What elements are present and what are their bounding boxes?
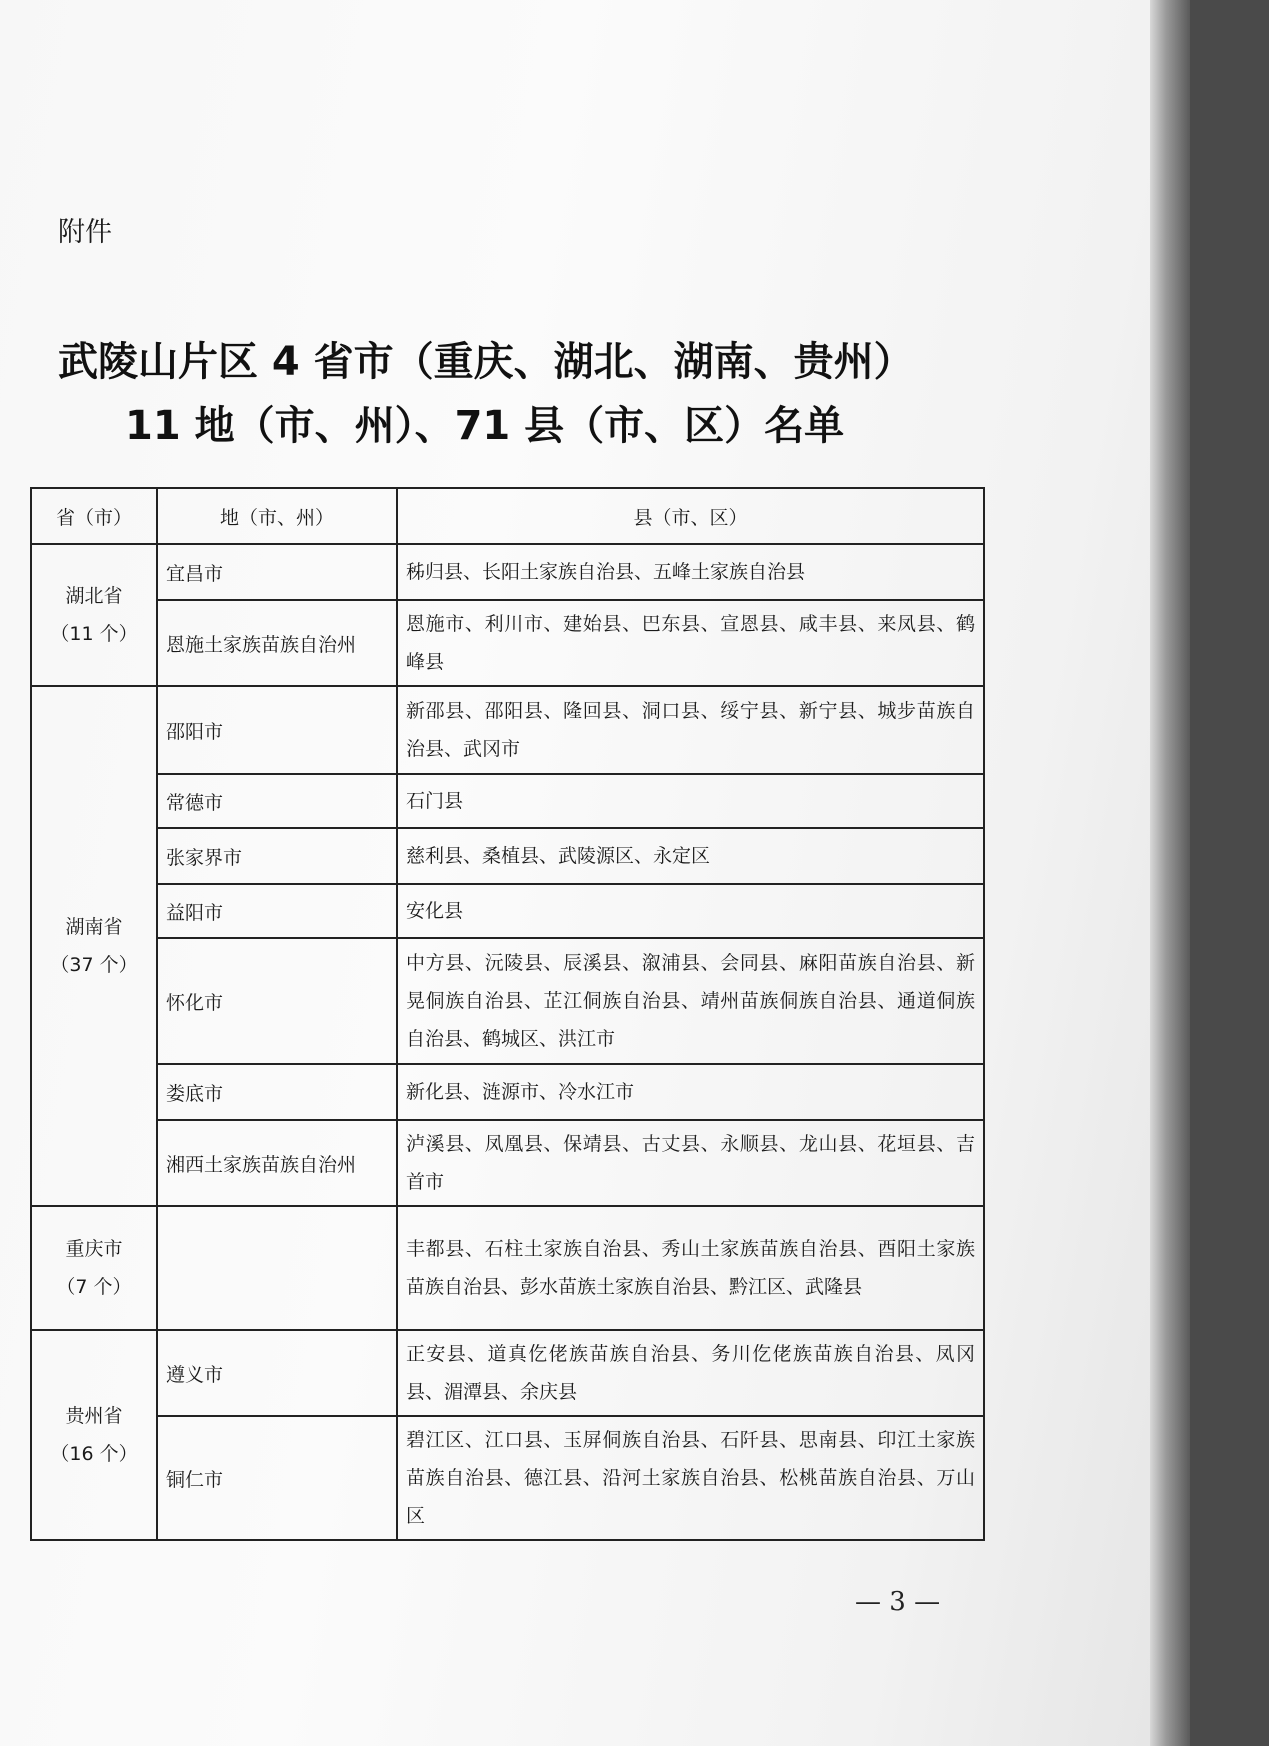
prefecture-cell: 遵义市 (157, 1330, 397, 1416)
scanner-background (1150, 0, 1190, 1746)
table-row (31, 1206, 984, 1330)
table-row (31, 828, 984, 884)
county-cell: 恩施市、利川市、建始县、巴东县、宣恩县、咸丰县、来凤县、鹤峰县 (397, 600, 984, 686)
page-number: — 3 — (855, 1587, 941, 1617)
province-name: 贵州省 (65, 1405, 123, 1427)
table-row (31, 686, 984, 774)
province-name: 湖南省 (65, 916, 123, 938)
province-cell-hubei (31, 544, 157, 686)
table-row (31, 1120, 984, 1206)
table-row (31, 938, 984, 1064)
county-cell: 石门县 (397, 774, 984, 828)
title-line-1: 武陵山片区 4 省市（重庆、湖北、湖南、贵州） (58, 339, 914, 385)
county-cell: 泸溪县、凤凰县、保靖县、古丈县、永顺县、龙山县、花垣县、吉首市 (397, 1120, 984, 1206)
prefecture-cell: 邵阳市 (157, 686, 397, 774)
prefecture-cell: 张家界市 (157, 828, 397, 884)
prefecture-cell: 铜仁市 (157, 1416, 397, 1540)
county-cell: 丰都县、石柱土家族自治县、秀山土家族苗族自治县、酉阳土家族苗族自治县、彭水苗族土家族自治县、黔江区、武隆县 (397, 1206, 984, 1330)
county-cell: 新化县、涟源市、冷水江市 (397, 1064, 984, 1120)
table-row (31, 1064, 984, 1120)
province-cell-chongqing (31, 1206, 157, 1330)
county-cell: 慈利县、桑植县、武陵源区、永定区 (397, 828, 984, 884)
county-cell: 安化县 (397, 884, 984, 938)
province-name: 湖北省 (65, 585, 123, 607)
province-cell-guizhou (31, 1330, 157, 1540)
table-row (31, 1330, 984, 1416)
county-cell: 中方县、沅陵县、辰溪县、溆浦县、会同县、麻阳苗族自治县、新晃侗族自治县、芷江侗族自治县、靖州苗族侗族自治县、通道侗族自治县、鹤城区、洪江市 (397, 938, 984, 1064)
table-row (31, 544, 984, 600)
table-row (31, 774, 984, 828)
prefecture-cell: 常德市 (157, 774, 397, 828)
province-count: （7 个） (56, 1276, 132, 1298)
document-title (40, 330, 1040, 458)
prefecture-cell: 恩施土家族苗族自治州 (157, 600, 397, 686)
province-count: （16 个） (50, 1443, 138, 1465)
attachment-label: 附件 (58, 217, 112, 248)
prefecture-cell: 怀化市 (157, 938, 397, 1064)
province-count: （37 个） (50, 954, 138, 976)
table-row (31, 600, 984, 686)
county-list-table (30, 487, 985, 1541)
prefecture-cell: 娄底市 (157, 1064, 397, 1120)
table-row (31, 1416, 984, 1540)
table-header-row (31, 488, 984, 544)
province-cell-hunan (31, 686, 157, 1206)
prefecture-cell: 益阳市 (157, 884, 397, 938)
header-prefecture: 地（市、州） (157, 488, 397, 544)
county-cell: 碧江区、江口县、玉屏侗族自治县、石阡县、思南县、印江土家族苗族自治县、德江县、沿河土家族自治县、松桃苗族自治县、万山区 (397, 1416, 984, 1540)
prefecture-cell: 宜昌市 (157, 544, 397, 600)
county-cell: 新邵县、邵阳县、隆回县、洞口县、绥宁县、新宁县、城步苗族自治县、武冈市 (397, 686, 984, 774)
prefecture-cell (157, 1206, 397, 1330)
county-cell: 秭归县、长阳土家族自治县、五峰土家族自治县 (397, 544, 984, 600)
title-line-2: 11 地（市、州）、71 县（市、区）名单 (125, 403, 845, 449)
prefecture-cell: 湘西土家族苗族自治州 (157, 1120, 397, 1206)
county-cell: 正安县、道真仡佬族苗族自治县、务川仡佬族苗族自治县、凤冈县、湄潭县、余庆县 (397, 1330, 984, 1416)
header-province: 省（市） (31, 488, 157, 544)
table-row (31, 884, 984, 938)
province-name: 重庆市 (65, 1238, 123, 1260)
province-count: （11 个） (50, 623, 138, 645)
header-county: 县（市、区） (397, 488, 984, 544)
